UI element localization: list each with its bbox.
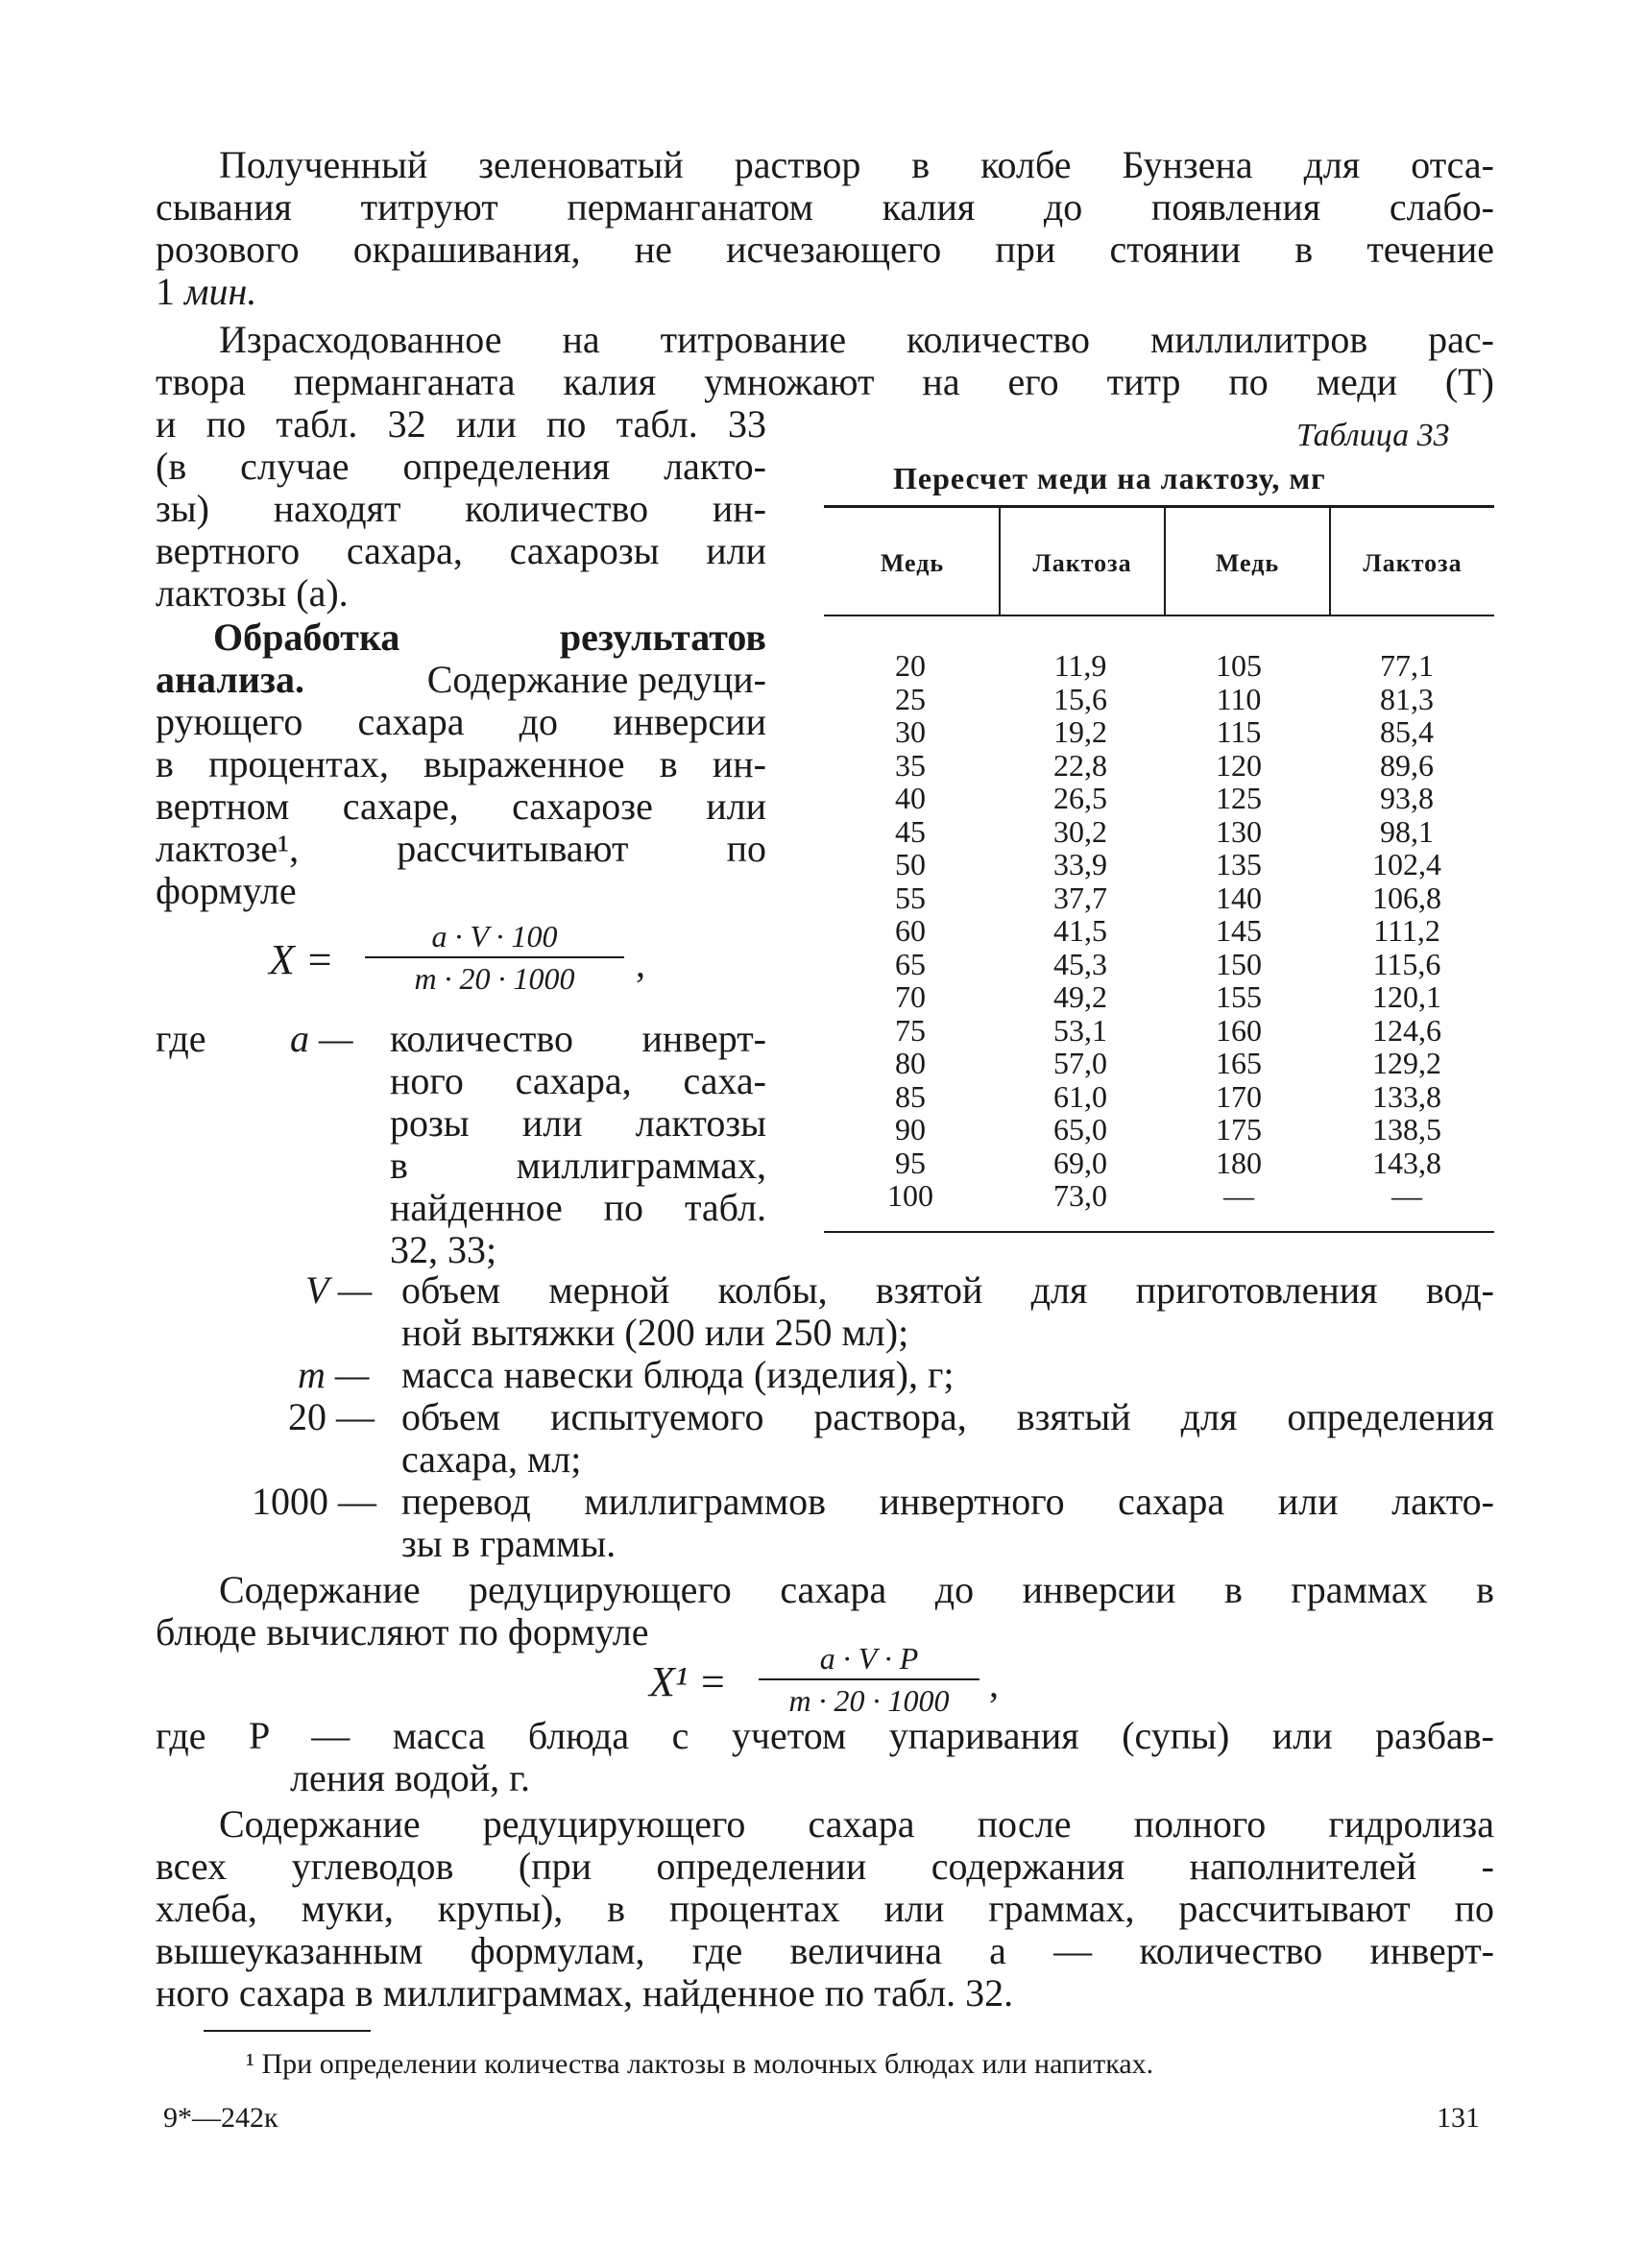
where-a-line-3: розы или лактозы: [390, 1101, 766, 1145]
table-cell-col3-13: 170: [1216, 1078, 1262, 1114]
final-line-1: Содержание редуцирующего сахара после полного гидролиза: [219, 1802, 1494, 1846]
table-cell-col4-4: 93,8: [1380, 781, 1434, 815]
where-a-symbol: a —: [290, 1017, 353, 1060]
processing-line-4: вертном сахаре, сахарозе или: [156, 784, 766, 828]
footnote-rule: [204, 2030, 371, 2032]
table-header-lactose-1: Лактоза: [1032, 549, 1132, 577]
formula1-fraction: [365, 918, 624, 997]
formula2-bar: [759, 1678, 979, 1680]
table-cell-col1-5: 45: [895, 813, 926, 849]
table-cell-col4-14: 138,5: [1372, 1112, 1441, 1146]
table-cell-col1-3: 35: [895, 747, 926, 783]
table-cell-col1-10: 70: [895, 979, 926, 1014]
where-m-symbol: m —: [298, 1353, 370, 1396]
processing-line-5: лактозе¹, рассчитывают по: [156, 827, 766, 870]
table-cell-col4-8: 111,2: [1373, 913, 1440, 948]
table-cell-col2-5: 30,2: [1053, 813, 1107, 849]
left-line-1: и по табл. 32 или по табл. 33: [156, 402, 766, 446]
final-line-3: хлеба, муки, крупы), в процентах или граммах, рассчитывают по: [156, 1887, 1494, 1930]
table-cell-col3-10: 155: [1216, 979, 1262, 1014]
table-cell-col1-14: 90: [895, 1112, 926, 1146]
p1-unit: мин.: [184, 270, 257, 313]
table-cell-col2-10: 49,2: [1053, 979, 1107, 1014]
table-cell-col4-11: 124,6: [1372, 1012, 1441, 1048]
processing-line-3: в процентах, выраженное в ин-: [156, 742, 766, 785]
processing-line-1: [156, 659, 766, 701]
processing-line-6: формуле: [156, 869, 297, 912]
table-cell-col1-2: 30: [895, 714, 926, 749]
where-a-line-6: 32, 33;: [390, 1228, 497, 1271]
table-cell-col2-4: 26,5: [1053, 781, 1107, 815]
p1-line-1: Полученный зеленоватый раствор в колбе Бунзена для отса-: [219, 143, 1494, 186]
where-label: где: [156, 1017, 206, 1060]
table-cell-col1-12: 80: [895, 1046, 926, 1080]
processing-text-1: Содержание редуци-: [426, 658, 766, 701]
table-cell-col4-7: 106,8: [1372, 880, 1441, 915]
table-cell-col1-0: 20: [895, 648, 926, 683]
table-cell-col3-6: 135: [1216, 847, 1262, 881]
left-line-5: лактозы (a).: [156, 571, 349, 615]
table-cell-col4-6: 102,4: [1372, 847, 1441, 881]
p2-line-2: твора перманганата калия умножают на его титр по меди (T): [156, 360, 1494, 403]
formula1-lhs: X =: [269, 936, 334, 983]
where-1000-line-1: перевод миллиграммов инвертного сахара или лакто-: [401, 1480, 1494, 1523]
formula2-fraction: [759, 1640, 979, 1719]
page-number: 131: [1437, 2102, 1480, 2134]
table-cell-col3-12: 165: [1216, 1046, 1262, 1080]
table-header-lactose-2: Лактоза: [1363, 549, 1463, 577]
table-header-rule: [824, 615, 1494, 616]
where-p-line-1: где P — масса блюда с учетом упаривания (супы) или разбав-: [156, 1714, 1494, 1757]
table-top-rule: [824, 505, 1494, 508]
where-a-line-4: в миллиграммах,: [390, 1144, 766, 1187]
table-cell-col2-16: 73,0: [1053, 1178, 1107, 1213]
table-bottom-rule: [824, 1231, 1494, 1233]
final-line-2: всех углеводов (при определении содержания наполнителей -: [156, 1845, 1494, 1888]
table-cell-col4-10: 120,1: [1372, 979, 1441, 1014]
p1-line-2: сывания титруют перманганатом калия до появления слабо-: [156, 185, 1494, 229]
table-cell-col2-1: 15,6: [1053, 681, 1107, 716]
signature: 9*—242к: [163, 2102, 278, 2134]
where-20-symbol: 20 —: [288, 1395, 375, 1438]
where-v-symbol: V —: [305, 1268, 373, 1312]
table-cell-col3-11: 160: [1216, 1012, 1262, 1048]
where-a-line-5: найденное по табл.: [390, 1186, 766, 1229]
where-1000-line-2: зы в граммы.: [401, 1522, 616, 1565]
table-cell-col4-12: 129,2: [1372, 1046, 1441, 1080]
table-col-copper-1: [862, 649, 958, 1213]
table-cell-col1-1: 25: [895, 681, 926, 716]
table-title: Пересчет меди на лактозу, мг: [893, 461, 1326, 495]
table-cell-col4-0: 77,1: [1380, 648, 1434, 683]
table-cell-col1-15: 95: [895, 1145, 926, 1180]
table-label: Таблица 33: [1296, 418, 1450, 453]
p1-num: 1: [156, 270, 175, 313]
table-cell-col3-0: 105: [1216, 648, 1262, 683]
final-line-4: вышеуказанным формулам, где величина a — количество инверт-: [156, 1929, 1494, 1972]
table-cell-col3-2: 115: [1216, 714, 1262, 749]
table-cell-col2-3: 22,8: [1053, 747, 1107, 783]
grams-line-2: блюде вычисляют по формуле: [156, 1610, 649, 1653]
grams-line-1: Содержание редуцирующего сахара до инверсии в граммах в: [219, 1568, 1494, 1611]
table-cell-col4-3: 89,6: [1380, 747, 1434, 783]
where-20-line-2: сахара, мл;: [401, 1437, 582, 1481]
table-cell-col3-7: 140: [1216, 880, 1262, 915]
processing-heading-2: анализа.: [156, 658, 304, 701]
table-cell-col1-16: 100: [887, 1178, 933, 1213]
p1-line-3: розового окрашивания, не исчезающего при стоянии в течение: [156, 228, 1494, 271]
footnote: ¹ При определении количества лактозы в молочных блюдах или напитках.: [246, 2048, 1154, 2080]
table-cell-col3-9: 150: [1216, 946, 1262, 981]
where-p-line-2: ления водой, г.: [290, 1756, 531, 1799]
table-cell-col2-2: 19,2: [1053, 714, 1107, 749]
table-cell-col3-15: 180: [1216, 1145, 1262, 1180]
formula2-denominator: m · 20 · 1000: [788, 1683, 950, 1718]
processing-heading: Обработка результатов: [213, 615, 766, 659]
formula1-comma: ,: [636, 942, 645, 985]
table-col-lactose-2: [1344, 649, 1469, 1213]
formula2-numerator: a · V · P: [819, 1641, 919, 1676]
table-cell-col2-8: 41,5: [1053, 913, 1107, 948]
formula2-lhs: X¹ =: [649, 1658, 727, 1705]
formula1-denominator: m · 20 · 1000: [414, 961, 575, 996]
table-cell-col3-3: 120: [1216, 747, 1262, 783]
table-cell-col4-13: 133,8: [1372, 1078, 1441, 1114]
table-col-copper-2: [1191, 649, 1287, 1213]
table-cell-col3-8: 145: [1216, 913, 1262, 948]
where-m-line: масса навески блюда (изделия), г;: [401, 1353, 955, 1396]
final-line-5: ного сахара в миллиграммах, найденное по табл. 32.: [156, 1971, 1014, 2015]
table-cell-col2-12: 57,0: [1053, 1046, 1107, 1080]
table-cell-col4-9: 115,6: [1372, 946, 1441, 981]
formula1-numerator: a · V · 100: [431, 919, 558, 953]
table-cell-col4-2: 85,4: [1380, 714, 1434, 749]
left-line-4: вертного сахара, сахарозы или: [156, 529, 766, 572]
formula1-bar: [365, 956, 624, 958]
table-header-copper-2: Медь: [1215, 549, 1280, 577]
table-col-lactose-1: [1028, 649, 1133, 1213]
table-cell-col3-1: 110: [1216, 681, 1262, 716]
table-cell-col4-5: 98,1: [1380, 813, 1434, 849]
table-cell-col3-14: 175: [1216, 1112, 1262, 1146]
left-line-3: зы) находят количество ин-: [156, 487, 766, 530]
table-cell-col1-6: 50: [895, 847, 926, 881]
table-cell-col2-13: 61,0: [1053, 1078, 1107, 1114]
p1-line-4: [156, 271, 256, 313]
table-cell-col1-11: 75: [895, 1012, 926, 1048]
p2-line-1: Израсходованное на титрование количество миллилитров рас-: [219, 318, 1494, 361]
where-20-line-1: объем испытуемого раствора, взятый для определения: [401, 1395, 1494, 1438]
table-header-copper-1: Медь: [880, 549, 945, 577]
table-cell-col1-9: 65: [895, 946, 926, 981]
table-cell-col4-15: 143,8: [1372, 1145, 1441, 1180]
table-cell-col2-15: 69,0: [1053, 1145, 1107, 1180]
table-cell-col3-5: 130: [1216, 813, 1262, 849]
table-cell-col2-9: 45,3: [1053, 946, 1107, 981]
table-cell-col3-16: —: [1223, 1178, 1254, 1213]
where-1000-symbol: 1000 —: [252, 1480, 376, 1523]
formula2-comma: ,: [989, 1662, 999, 1705]
table-cell-col3-4: 125: [1216, 781, 1262, 815]
table-cell-col2-7: 37,7: [1053, 880, 1107, 915]
table-cell-col1-7: 55: [895, 880, 926, 915]
table-cell-col2-14: 65,0: [1053, 1112, 1107, 1146]
table-cell-col2-11: 53,1: [1053, 1012, 1107, 1048]
table-cell-col1-8: 60: [895, 913, 926, 948]
table-cell-col4-16: —: [1391, 1178, 1422, 1213]
table-cell-col2-0: 11,9: [1053, 648, 1107, 683]
processing-line-2: рующего сахара до инверсии: [156, 700, 766, 743]
where-a-line-2: ного сахара, саха-: [390, 1059, 766, 1102]
table-cell-col4-1: 81,3: [1380, 681, 1434, 716]
table-cell-col1-13: 85: [895, 1078, 926, 1114]
where-a-line-1: количество инверт-: [390, 1017, 766, 1060]
table-cell-col1-4: 40: [895, 781, 926, 815]
where-v-line-1: объем мерной колбы, взятой для приготовления вод-: [401, 1268, 1494, 1312]
where-v-line-2: ной вытяжки (200 или 250 мл);: [401, 1311, 909, 1354]
table-cell-col2-6: 33,9: [1053, 847, 1107, 881]
left-line-2: (в случае определения лакто-: [156, 445, 766, 488]
